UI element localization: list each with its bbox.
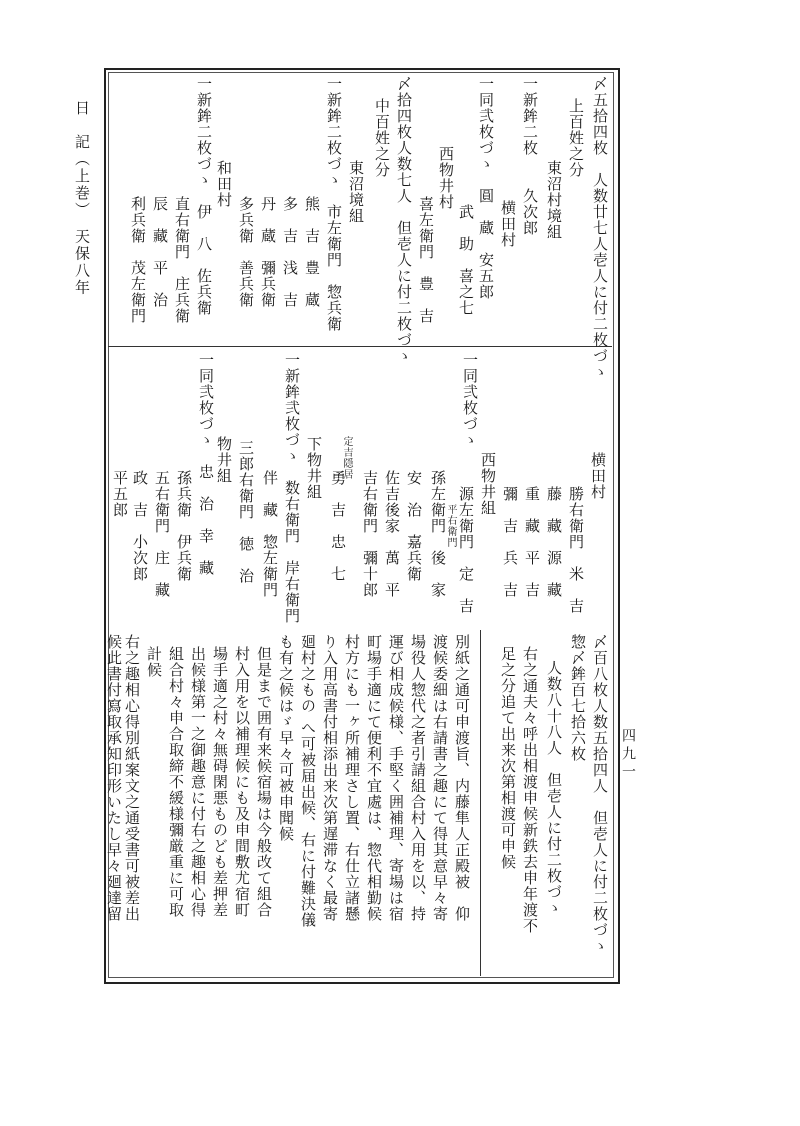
bottom-left-col-14: も有之候はゞ早々可被申聞候 xyxy=(277,634,295,842)
bottom-right-col-11: 佐吉後家 萬 平 xyxy=(383,470,401,598)
bottom-left-col-10: 町場手適にて便利不宜處は、惣代相勤候 xyxy=(365,634,383,922)
top-col-14: 熊 吉 豊 蔵 xyxy=(303,196,321,308)
bottom-left-col-4: 右之通夫々呼出相渡申候新鉄去申年渡不 xyxy=(521,646,539,934)
bottom-left-col-8: 場役人惣代之者引請組合村入用を以、持 xyxy=(409,634,427,922)
bottom-left-col-16: 村入用を以補理候にも及申間敷尤宿町 xyxy=(233,646,251,918)
bottom-right-col-10: 安 治 嘉兵衛 xyxy=(405,470,423,582)
bottom-right-col-2: 勝右衛門 米 吉 xyxy=(567,486,585,614)
top-col-1: 〆五拾四枚 人数廿七人壱人に付二枚づゝ xyxy=(591,76,609,380)
top-col-10: 〆拾四枚人数七人 但壱人に付二枚づゝ xyxy=(395,76,413,364)
top-col-22: 利兵衛 茂左衛門 xyxy=(129,196,147,324)
top-col-13: 一新鉾二枚づゝ 市左衛門 惣兵衛 xyxy=(325,76,343,332)
bottom-left-col-12: り入用高書付相添出来次第遅滞なく最寄 xyxy=(321,634,339,922)
bottom-right-col-22: 政 吉 小次郎 xyxy=(131,470,149,582)
bottom-left-col-19: 組合村々申合取締不緩様彌厳重に可取 xyxy=(167,646,185,918)
top-col-12: 東沼境組 xyxy=(347,160,365,224)
bottom-left-col-22: 候此書付寫取承知印形いたし早々廻達留 xyxy=(105,634,123,922)
bottom-right-col-18: 物井組 xyxy=(215,436,233,484)
bottom-right-note-13: 定吉隠居 xyxy=(341,436,352,480)
bottom-right-col-8: 一同弐枚づゝ xyxy=(461,352,479,448)
top-col-18: 和田村 xyxy=(215,160,233,208)
bottom-left-col-1: 〆百八枚人数五拾四人 但壱人に付二枚づゝ xyxy=(591,634,609,954)
bottom-right-col-15: 一新鉾弐枚づゝ 数右衛門 岸右衛門 xyxy=(283,352,301,624)
bottom-left-col-13: 廻村之もの へ可被届出候、右に付難決儀 xyxy=(299,634,317,928)
bottom-right-col-23: 平五郎 xyxy=(111,470,129,518)
top-col-21: 辰 藏 平 治 xyxy=(151,196,169,308)
top-col-8: 西物井村 xyxy=(437,146,455,210)
bottom-right-col-16: 伴 藏 惣左衛門 xyxy=(261,470,279,598)
bottom-right-col-6: 西物井組 xyxy=(479,452,497,516)
bottom-right-col-12: 吉右衛門 彌十郎 xyxy=(361,470,379,598)
bottom-left-col-11: 村方にも一ヶ所補理さし置、右仕立諸懸 xyxy=(343,634,361,922)
bottom-right-col-17: 三郎右衛門 徳 治 xyxy=(237,440,255,584)
bottom-right-col-5: 彌 吉 兵 吉 xyxy=(501,486,519,598)
bottom-left-col-5: 足之分追て出来次第相渡可申候 xyxy=(499,646,517,870)
bottom-left-col-18: 出候様第一之御趣意に付右之趣相心得 xyxy=(189,646,207,918)
top-col-7: 武 助 喜之七 xyxy=(457,204,475,316)
bottom-left-col-7: 渡候委細は右請書之趣にて得其意早々寄 xyxy=(431,634,449,922)
top-col-17: 多兵衛 善兵衛 xyxy=(237,196,255,308)
bottom-right-note-9: 平右衛門 xyxy=(445,504,456,548)
bottom-left-col-17: 場手適之村々無碍閑悪ものども差押差 xyxy=(211,646,229,918)
bottom-right-col-4: 重 藏 平 吉 xyxy=(523,486,541,598)
top-col-6: 一同弐枚づゝ 圓 蔵 安五郎 xyxy=(477,76,495,300)
bottom-right-col-19: 一同弐枚づゝ 忠 治 幸 藏 xyxy=(197,352,215,576)
top-col-2: 上百姓之分 xyxy=(567,98,585,178)
bottom-right-col-3: 藤 藏 源 藏 xyxy=(545,486,563,598)
horizontal-divider xyxy=(108,346,612,347)
top-col-15: 多 吉 浅 吉 xyxy=(281,196,299,308)
bottom-right-col-13: 勇 吉 忠 七 xyxy=(329,470,347,582)
bottom-left-col-6: 別紙之通可申渡旨、内藤隼人正殿被 仰 xyxy=(453,634,471,922)
bottom-left-col-3: 人数八十八人 但壱人に付二枚づゝ xyxy=(545,660,563,916)
bottom-right-col-14: 下物井組 xyxy=(305,436,323,500)
bottom-right-col-20: 孫兵衛 伊兵衛 xyxy=(175,470,193,582)
top-col-16: 丹 蔵 彌兵衛 xyxy=(259,196,277,308)
bottom-left-col-15: 但是まで囲有来候宿場は今般改て組合 xyxy=(255,646,273,918)
top-col-20: 直右衛門 庄兵衛 xyxy=(173,196,191,324)
top-col-3: 東沼村境組 xyxy=(545,160,563,240)
bottom-left-col-21: 右之趣相心得別紙案文之通受書可被差出 xyxy=(123,634,141,922)
bottom-left-col-2: 惣〆鉾百七拾六枚 xyxy=(569,634,587,762)
bottom-right-col-1: 横田村 xyxy=(589,452,607,500)
top-col-11: 中百姓之分 xyxy=(373,98,391,178)
bottom-right-col-9: 孫左衛門 後 家 xyxy=(429,470,447,598)
top-col-4: 一新鉾二枚 久次郎 xyxy=(521,76,539,236)
top-col-5: 横田村 xyxy=(499,200,517,248)
bottom-right-col-7: 源左衛門 定 吉 xyxy=(457,486,475,614)
bottom-right-col-21: 五右衛門 庄 藏 xyxy=(153,470,171,598)
top-col-19: 一新鉾二枚づゝ 伊 八 佐兵衛 xyxy=(195,76,213,316)
running-header: 日 記（上巻） 天保八年 xyxy=(73,100,91,297)
page-number: 四九一 xyxy=(620,728,636,782)
vertical-divider xyxy=(480,630,481,976)
top-col-9: 喜左衛門 豊 吉 xyxy=(417,196,435,324)
bottom-left-col-9: 運び相成候様、手堅く囲補理、寄場は宿 xyxy=(387,634,405,922)
bottom-left-col-20: 計候 xyxy=(145,646,163,678)
